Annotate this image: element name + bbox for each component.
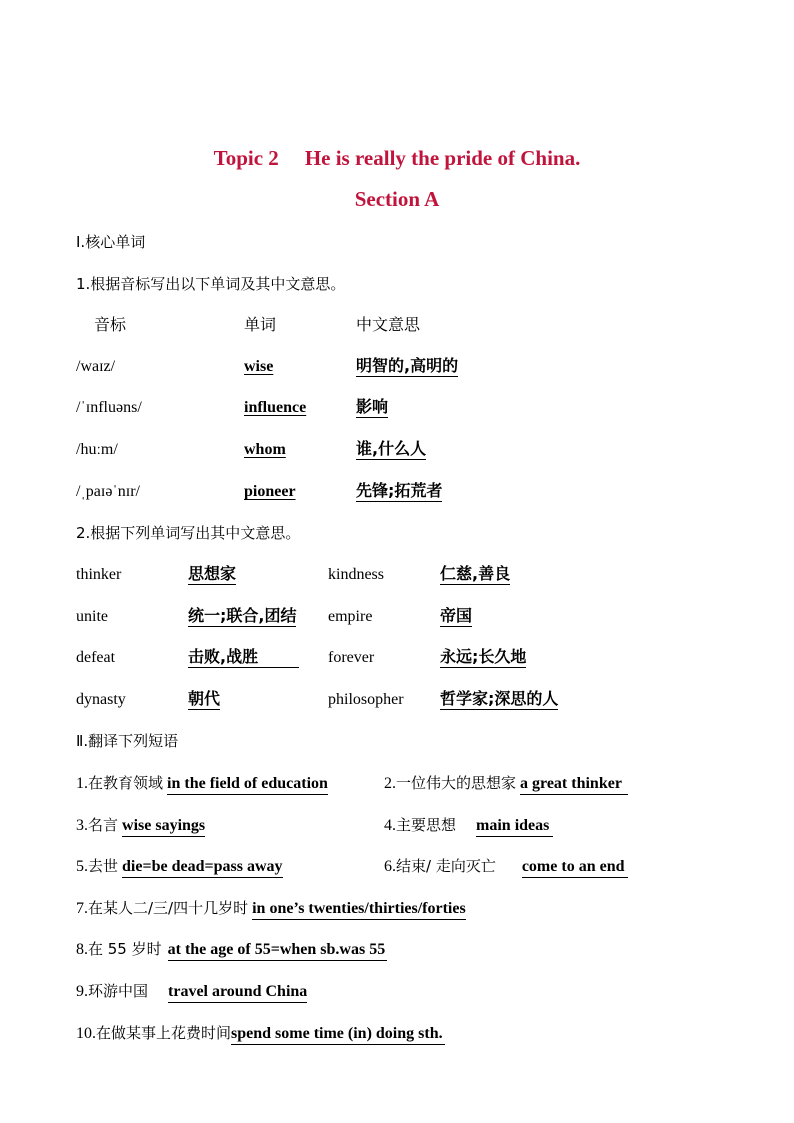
phrase-answer-8: at the age of 55=when sb.was 55 [168,941,388,961]
q2-answer-8: 哲学家;深思的人 [440,689,559,708]
phonetic-1: /waɪz/ [76,358,116,375]
q2-word-6: forever [328,649,375,666]
phonetic-4: /ˌpaɪəˈnɪr/ [76,483,140,500]
header-phonetic: 音标 [94,315,127,334]
q2-word-7: dynasty [76,691,126,708]
phrase-answer-10: spend some time (in) doing sth. [231,1025,445,1045]
part1-heading: Ⅰ.核心单词 [76,233,146,251]
phrase-answer-6: come to an end [522,858,629,878]
phrase-item-1: 1.在教育领域 in the field of education [76,773,328,795]
phrase-answer-7: in one’s twenties/thirties/forties [252,900,466,920]
word-answer-1: wise [244,358,274,375]
topic-title [0,146,794,171]
q2-answer-5: 击败,战胜 [188,647,299,668]
q2-answer-7: 朝代 [188,689,221,708]
q2-answer-1: 思想家 [188,564,237,583]
phrase-answer-5: die=be dead=pass away [122,858,282,878]
topic-number: Topic 2 [213,146,279,170]
topic-sentence: He is really the pride of China. [304,146,581,170]
phrase-answer-1: in the field of education [167,775,328,795]
phonetic-2: /ˈɪnfluəns/ [76,399,142,416]
phrase-item-2: 2.一位伟大的思想家 a great thinker [384,773,628,795]
phrase-item-6: 6.结束/ 走向灭亡 come to an end [384,856,628,878]
q2-word-2: kindness [328,566,384,583]
meaning-answer-3: 谁,什么人 [356,439,427,458]
phrase-item-4: 4.主要思想 main ideas [384,815,553,837]
q2-instruction: 2.根据下列单词写出其中文意思。 [76,524,301,542]
header-meaning: 中文意思 [356,315,421,334]
part2-heading: Ⅱ.翻译下列短语 [76,732,179,750]
meaning-answer-2: 影响 [356,397,389,416]
phrase-answer-4: main ideas [476,817,553,837]
word-answer-3: whom [244,441,286,458]
phrase-item-9: 9.环游中国 travel around China [76,981,307,1003]
q2-answer-2: 仁慈,善良 [440,564,511,583]
phrase-item-10: 10.在做某事上花费时间spend some time (in) doing sth. [76,1023,445,1045]
word-answer-2: influence [244,399,307,416]
q2-answer-6: 永远;长久地 [440,647,527,666]
meaning-answer-4: 先锋;拓荒者 [356,481,443,500]
phrase-item-8: 8.在 55 岁时 at the age of 55=when sb.was 55 [76,939,387,961]
phrase-answer-3: wise sayings [122,817,205,837]
phrase-item-3: 3.名言 wise sayings [76,815,205,837]
q2-word-5: defeat [76,649,116,666]
phrase-answer-2: a great thinker [520,775,628,795]
phrase-answer-9: travel around China [168,983,307,1003]
q1-instruction: 1.根据音标写出以下单词及其中文意思。 [76,275,346,293]
meaning-answer-1: 明智的,高明的 [356,356,459,375]
q2-word-3: unite [76,608,108,625]
word-answer-4: pioneer [244,483,296,500]
phonetic-3: /huːm/ [76,441,118,458]
q2-answer-4: 帝国 [440,606,473,625]
q2-word-1: thinker [76,566,122,583]
q2-word-8: philosopher [328,691,404,708]
header-word: 单词 [244,315,277,334]
section-title: Section A [354,187,440,211]
q2-word-4: empire [328,608,373,625]
phrase-item-7: 7.在某人二/三/四十几岁时 in one’s twenties/thirties/forties [76,898,466,920]
phrase-item-5: 5.去世 die=be dead=pass away [76,856,283,878]
q2-answer-3: 统一;联合,团结 [188,606,297,625]
